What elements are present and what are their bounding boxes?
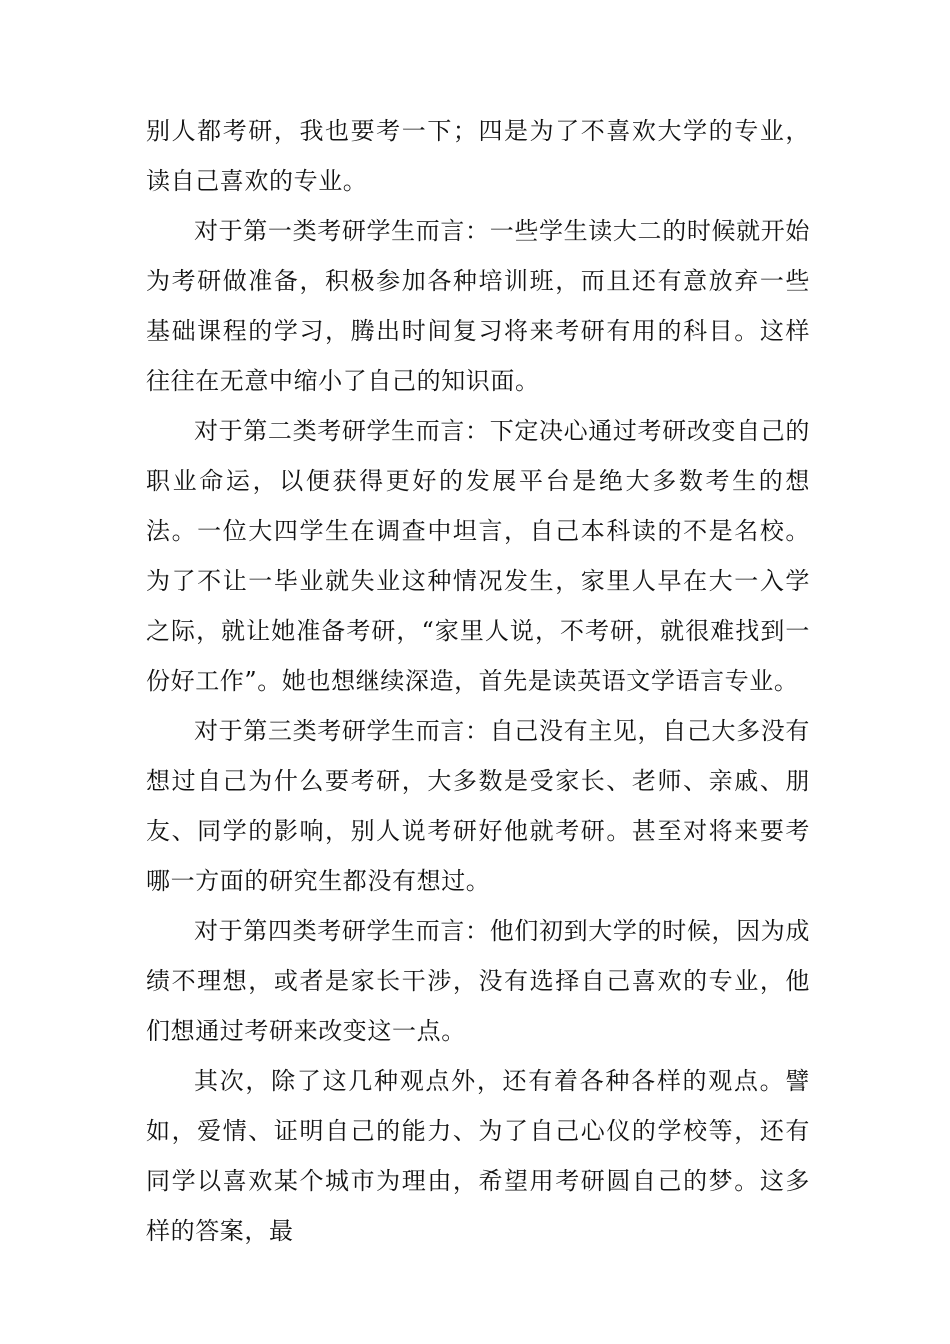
paragraph-continuation: 别人都考研，我也要考一下；四是为了不喜欢大学的专业，读自己喜欢的专业。 (146, 117, 810, 195)
paragraph-other-views: 其次，除了这几种观点外，还有着各种各样的观点。譬如，爱情、证明自己的能力、为了自己心仪的学校等，还有同学以喜欢某个城市为理由，希望用考研圆自己的梦。这多样的答案，最 (146, 1067, 810, 1245)
paragraph-fourth-type: 对于第四类考研学生而言：他们初到大学的时候，因为成绩不理想，或者是家长干涉，没有选择自己喜欢的专业，他们想通过考研来改变这一点。 (146, 917, 810, 1045)
paragraph-third-type: 对于第三类考研学生而言：自己没有主见，自己大多没有想过自己为什么要考研，大多数是受家长、老师、亲戚、朋友、同学的影响，别人说考研好他就考研。甚至对将来要考哪一方面的研究生都没有想过。 (146, 717, 810, 895)
document-body (146, 106, 810, 1256)
paragraph-second-type: 对于第二类考研学生而言：下定决心通过考研改变自己的职业命运，以便获得更好的发展平台是绝大多数考生的想法。一位大四学生在调查中坦言，自己本科读的不是名校。为了不让一毕业就失业这种情况发生，家里人早在大一入学之际，就让她准备考研，“家里人说，不考研，就很难找到一份好工作”。她也想继续深造，首先是读英语文学语言专业。 (146, 417, 810, 695)
paragraph-first-type: 对于第一类考研学生而言：一些学生读大二的时候就开始为考研做准备，积极参加各种培训班，而且还有意放弃一些基础课程的学习，腾出时间复习将来考研有用的科目。这样往往在无意中缩小了自己的知识面。 (146, 217, 810, 395)
